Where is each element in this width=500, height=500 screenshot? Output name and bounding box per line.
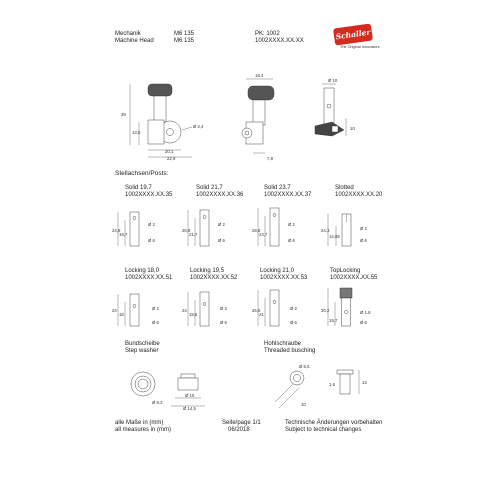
- washer-dim-d3: Ø 14,5: [183, 406, 196, 411]
- post-dim-d1: Ø 2: [152, 306, 159, 311]
- page-number: Seite/page 1/1: [222, 420, 261, 426]
- post-drawing: [258, 290, 279, 326]
- posts-row1-drawing: [108, 208, 388, 253]
- model-en: M6 135: [174, 38, 195, 44]
- post-dim-h2: 14,65: [329, 234, 340, 239]
- post-dim-d2: Ø 6: [288, 238, 295, 243]
- side-view: [242, 79, 274, 153]
- washer-title-en: Step washer: [125, 348, 159, 354]
- brand-tagline: The Original Innovators: [340, 45, 380, 49]
- bushing-top-view: [275, 371, 304, 408]
- dim-20-1: 20,1: [165, 149, 174, 154]
- bushing-dim-d4: 13: [362, 380, 367, 385]
- product-name-de: Mechanik: [115, 31, 141, 37]
- measures-en: all measures in (mm): [115, 427, 172, 433]
- post-dim-d2: Ø 6: [290, 320, 297, 325]
- revision-date: 06/2018: [228, 427, 250, 433]
- washer-side-view: [171, 374, 205, 406]
- post-drawing: [328, 214, 351, 246]
- bushing-dim-d2: 10: [301, 402, 306, 407]
- post-code: 1002XXXX.XX.37: [264, 192, 312, 198]
- washer-top-view: [131, 372, 155, 396]
- post-dim-h2: 19,5: [189, 312, 198, 317]
- bushing-title-en: Threaded busching: [264, 348, 316, 354]
- dim-7-8: 7,8: [267, 156, 273, 161]
- front-view: [130, 84, 192, 157]
- post-name: Solid 19,7: [125, 185, 152, 191]
- post-dim-h2: 21: [259, 312, 264, 317]
- bushing-title-de: Hohlschraube: [264, 341, 302, 347]
- model-de: M6 135: [174, 31, 195, 37]
- post-dim-h2: 21,7: [189, 232, 198, 237]
- post-name: Locking 19,5: [190, 268, 225, 274]
- posts-title: Stellachsen/Posts:: [115, 170, 169, 177]
- post-dim-h1: 24,3: [321, 228, 330, 233]
- post-dim-h2: 18: [119, 312, 124, 317]
- post-dim-d1: Ø 2: [218, 222, 225, 227]
- washer-dim-d2: Ø 10: [185, 393, 195, 398]
- brand-logo: Schaller: [333, 23, 373, 45]
- post-dim-d1: Ø 1,8: [360, 310, 371, 315]
- post-drawing: [118, 212, 139, 246]
- washer-bushing-drawing: [115, 360, 375, 415]
- post-dim-h2: 19,7: [119, 232, 128, 237]
- bushing-side-view: [337, 370, 359, 394]
- post-dim-h1: 24: [112, 308, 117, 313]
- post-dim-d2: Ø 6: [218, 238, 225, 243]
- post-dim-h2: 19,7: [329, 318, 338, 323]
- post-dim-d1: Ø 2: [220, 306, 227, 311]
- post-code: 1002XXXX.XX.20: [335, 192, 383, 198]
- post-code: 1002XXXX.XX.36: [196, 192, 244, 198]
- post-code: 1002XXXX.XX.55: [330, 275, 378, 281]
- top-view: [315, 84, 346, 136]
- measures-de: alle Maße in (mm): [115, 420, 164, 426]
- post-name: Solid 23,7: [264, 185, 291, 191]
- product-name-en: Machine Head: [115, 38, 154, 44]
- post-dim-h1: 30,2: [321, 308, 330, 313]
- post-dim-h1: 28,8: [252, 228, 261, 233]
- post-dim-d2: Ø 6: [152, 320, 159, 325]
- pk-label: PK: 1002: [255, 31, 280, 37]
- post-dim-d2: Ø 6: [360, 238, 367, 243]
- post-dim-h1: 25,5: [252, 308, 261, 313]
- post-drawing: [118, 294, 139, 326]
- changes-en: Subject to technical changes: [285, 427, 362, 433]
- washer-dim-d1: Ø 8,2: [152, 400, 163, 405]
- post-name: Locking 18,0: [125, 268, 160, 274]
- post-dim-d1: Ø 2: [290, 306, 297, 311]
- post-code: 1002XXXX.XX.35: [125, 192, 173, 198]
- post-dim-d1: Ø 2: [148, 222, 155, 227]
- post-name: Slotted: [335, 185, 354, 191]
- dim-22-9: 22,9: [167, 156, 176, 161]
- changes-de: Technische Änderungen vorbehalten: [285, 420, 383, 426]
- washer-title-de: Bundscheibe: [125, 341, 160, 347]
- dim-10-side: 10: [350, 126, 355, 131]
- posts-row2-drawing: [108, 288, 388, 333]
- post-dim-d1: Ø 2: [360, 226, 367, 231]
- post-dim-d2: Ø 6: [220, 320, 227, 325]
- pk-code: 1002XXXX.XX.XX: [255, 38, 304, 44]
- post-dim-h1: 26,8: [182, 228, 191, 233]
- post-name: TopLocking: [330, 268, 361, 274]
- dim-2-4: Ø 2,4: [193, 124, 204, 129]
- dim-10: Ø 10: [328, 78, 338, 83]
- post-drawing: [258, 208, 279, 246]
- post-dim-d1: Ø 2: [288, 222, 295, 227]
- dim-13-5: 13,5: [132, 130, 141, 135]
- post-dim-h2: 23,7: [259, 232, 268, 237]
- post-code: 1002XXXX.XX.52: [190, 275, 238, 281]
- post-dim-d2: Ø 6: [360, 320, 367, 325]
- dim-18-4: 18,4: [255, 73, 264, 78]
- post-dim-d2: Ø 6: [148, 238, 155, 243]
- post-code: 1002XXXX.XX.51: [125, 275, 173, 281]
- post-drawing: [188, 210, 209, 246]
- post-dim-h1: 24: [182, 308, 187, 313]
- bushing-dim-d1: Ø 6,5: [299, 364, 310, 369]
- machine-head-drawing: [110, 70, 370, 170]
- post-code: 1002XXXX.XX.53: [260, 275, 308, 281]
- post-drawing: [188, 292, 209, 326]
- post-dim-h1: 24,8: [112, 228, 121, 233]
- post-name: Locking 21,0: [260, 268, 295, 274]
- bushing-dim-d3: 1,6: [329, 382, 335, 387]
- dim-39: 39: [121, 112, 126, 117]
- post-name: Solid 21,7: [196, 185, 223, 191]
